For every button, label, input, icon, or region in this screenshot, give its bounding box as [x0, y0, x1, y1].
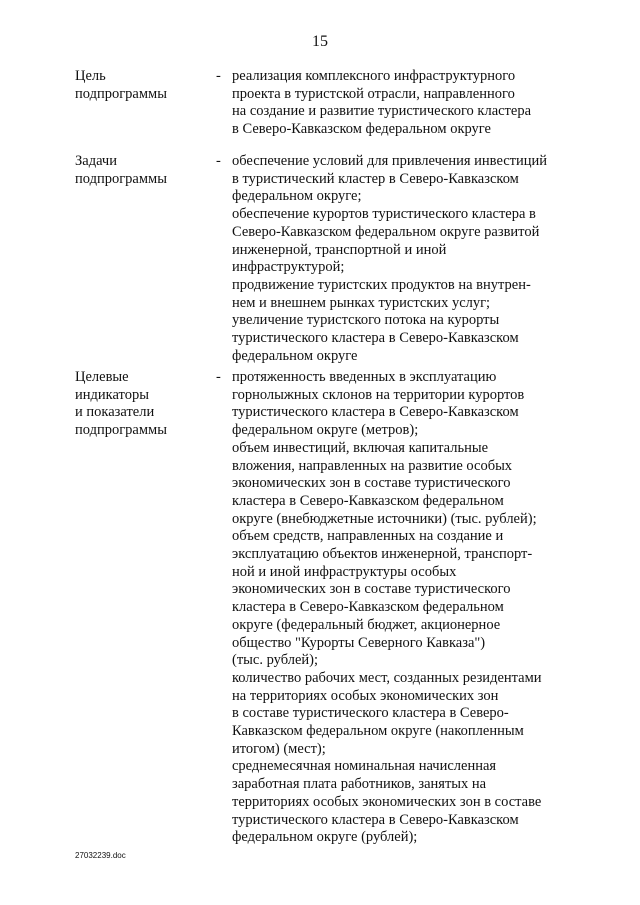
content-line: протяженность введенных в эксплуатацию	[232, 369, 497, 385]
content-line: туристического кластера в Северо-Кавказском	[232, 811, 519, 828]
content-line: вложения, направленных на развитие особых	[232, 457, 513, 474]
content-line: федеральном округе	[232, 347, 358, 364]
content-line: федеральном округе;	[232, 188, 362, 205]
content-line: ной и иной инфраструктуры особых	[232, 563, 457, 580]
label-line: Целевые	[75, 369, 129, 385]
content-line: увеличение туристского потока на курорты	[232, 312, 500, 329]
content-line: кластера в Северо-Кавказском федеральном	[232, 599, 504, 616]
content-line: территориях особых экономических зон в составе	[232, 793, 542, 810]
content-line: инфраструктурой;	[232, 259, 345, 276]
content-line: экономических зон в составе туристического	[232, 581, 511, 598]
content-line: проекта в туристской отрасли, направленного	[232, 85, 515, 102]
content-line: федеральном округе (метров);	[232, 422, 419, 439]
section-label	[75, 153, 215, 188]
content-line: туристического кластера в Северо-Кавказском	[232, 330, 519, 347]
content-line: на создание и развитие туристического кластера	[232, 103, 532, 120]
section-content	[232, 68, 577, 139]
footer-filename: 27032239.doc	[75, 851, 126, 860]
content-line: округе (внебюджетные источники) (тыс. рублей);	[232, 510, 537, 527]
content-line: федеральном округе (рублей);	[232, 829, 418, 846]
content-line: объем инвестиций, включая капитальные	[232, 439, 489, 456]
content-line: обеспечение условий для привлечения инвестиций	[232, 153, 548, 169]
content-line: на территориях особых экономических зон	[232, 687, 499, 704]
content-line: количество рабочих мест, созданных резидентами	[232, 669, 542, 686]
label-line: подпрограммы	[75, 170, 167, 187]
content-line: общество "Курорты Северного Кавказа")	[232, 634, 486, 651]
label-line: подпрограммы	[75, 422, 167, 439]
section-content	[232, 369, 577, 847]
section-content	[232, 153, 577, 365]
section-dash: -	[216, 369, 221, 385]
label-line: Цель	[75, 68, 106, 84]
label-line: индикаторы	[75, 386, 149, 403]
content-line: итогом) (мест);	[232, 740, 326, 757]
content-line: экономических зон в составе туристического	[232, 475, 511, 492]
content-line: туристического кластера в Северо-Кавказском	[232, 404, 519, 421]
content-line: реализация комплексного инфраструктурного	[232, 68, 516, 84]
section-dash: -	[216, 68, 221, 84]
page-number: 15	[312, 33, 328, 50]
content-line: нем и внешнем рынках туристских услуг;	[232, 294, 491, 311]
section-dash: -	[216, 153, 221, 169]
content-line: эксплуатацию объектов инженерной, транспорт-	[232, 546, 533, 563]
section-label	[75, 369, 215, 440]
content-line: (тыс. рублей);	[232, 652, 319, 669]
label-line: Задачи	[75, 153, 117, 169]
content-line: Кавказском федеральном округе (накопленным	[232, 723, 524, 740]
label-line: подпрограммы	[75, 85, 167, 102]
section-label	[75, 68, 215, 103]
content-line: в составе туристического кластера в Северо-	[232, 705, 509, 722]
label-line: и показатели	[75, 404, 155, 421]
content-line: объем средств, направленных на создание и	[232, 528, 504, 545]
content-line: Северо-Кавказском федеральном округе развитой	[232, 223, 540, 240]
content-line: кластера в Северо-Кавказском федеральном	[232, 492, 504, 509]
content-line: обеспечение курортов туристического кластера в	[232, 206, 536, 223]
content-line: инженерной, транспортной и иной	[232, 241, 447, 258]
content-line: среднемесячная номинальная начисленная	[232, 758, 497, 775]
content-line: горнолыжных склонов на территории курортов	[232, 386, 525, 403]
content-line: округе (федеральный бюджет, акционерное	[232, 616, 501, 633]
content-line: в туристический кластер в Северо-Кавказском	[232, 170, 519, 187]
content-line: заработная плата работников, занятых на	[232, 776, 487, 793]
content-line: в Северо-Кавказском федеральном округе	[232, 121, 491, 138]
content-line: продвижение туристских продуктов на внутрен-	[232, 276, 531, 293]
